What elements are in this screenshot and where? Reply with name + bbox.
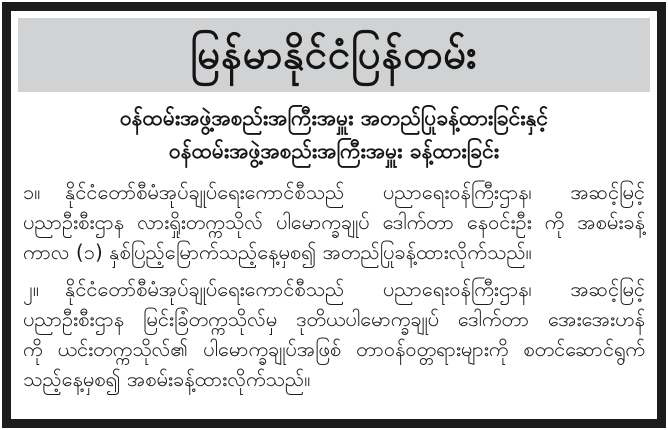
paragraph-2-number: ၂။ — [23, 277, 39, 301]
notice-heading-line-1: ဝန်ထမ်းအဖွဲ့အစည်းအကြီးအမှူး အတည်ပြုခန့်ထားခြင်းနှင့် — [119, 106, 549, 130]
paragraph-2-line-3: ကို ယင်းတက္ကသိုလ်၏ ပါမောက္ခချုပ်အဖြစ် တာဝန်ဝတ္တရားများကို စတင်ဆောင်ရွက် — [23, 337, 645, 361]
gazette-title: မြန်မာနိုင်ငံပြန်တမ်း — [190, 32, 478, 78]
paragraph-1 — [23, 177, 645, 267]
paragraph-1-line-1-text: နိုင်ငံတော်စီမံအုပ်ချုပ်ရေးကောင်စီသည် ပညာရေးဝန်ကြီးဌာန၊ အဆင့်မြင့် — [65, 180, 645, 204]
page-border-frame — [2, 2, 666, 428]
masthead-banner — [18, 18, 650, 92]
notice-heading-line-2: ဝန်ထမ်းအဖွဲ့အစည်းအကြီးအမှူး ခန့်ထားခြင်း — [168, 139, 500, 163]
paragraph-2-line-4: သည့်နေ့မှစ၍ အစမ်းခန့်ထားလိုက်သည်။ — [23, 367, 311, 391]
paragraph-2-line-1 — [23, 274, 645, 304]
paragraph-1-line-1 — [23, 177, 645, 207]
paragraph-1-number: ၁။ — [23, 180, 41, 204]
paragraph-2 — [23, 274, 645, 394]
notice-body — [18, 177, 650, 394]
paragraph-1-line-3: ကာလ (၁) နှစ်ပြည့်မြောက်သည့်နေ့မှစ၍ အတည်ပြုခန့်ထားလိုက်သည်။ — [23, 240, 532, 264]
paragraph-2-line-1-text: နိုင်ငံတော်စီမံအုပ်ချုပ်ရေးကောင်စီသည် ပညာရေးဝန်ကြီးဌာန၊ အဆင့်မြင့် — [65, 277, 645, 301]
paragraph-2-line-2: ပညာဦးစီးဌာန မြင်းခြံတက္ကသိုလ်မှ ဒုတိယပါမောက္ခချုပ် ဒေါက်တာ အေးအေးဟန် — [23, 307, 645, 331]
notice-heading — [18, 102, 650, 168]
paragraph-1-line-2: ပညာဦးစီးဌာန လားရှိုးတက္ကသိုလ် ပါမောက္ခချုပ် ဒေါက်တာ နေဝင်းဦး ကို အစမ်းခန့် — [23, 210, 645, 234]
